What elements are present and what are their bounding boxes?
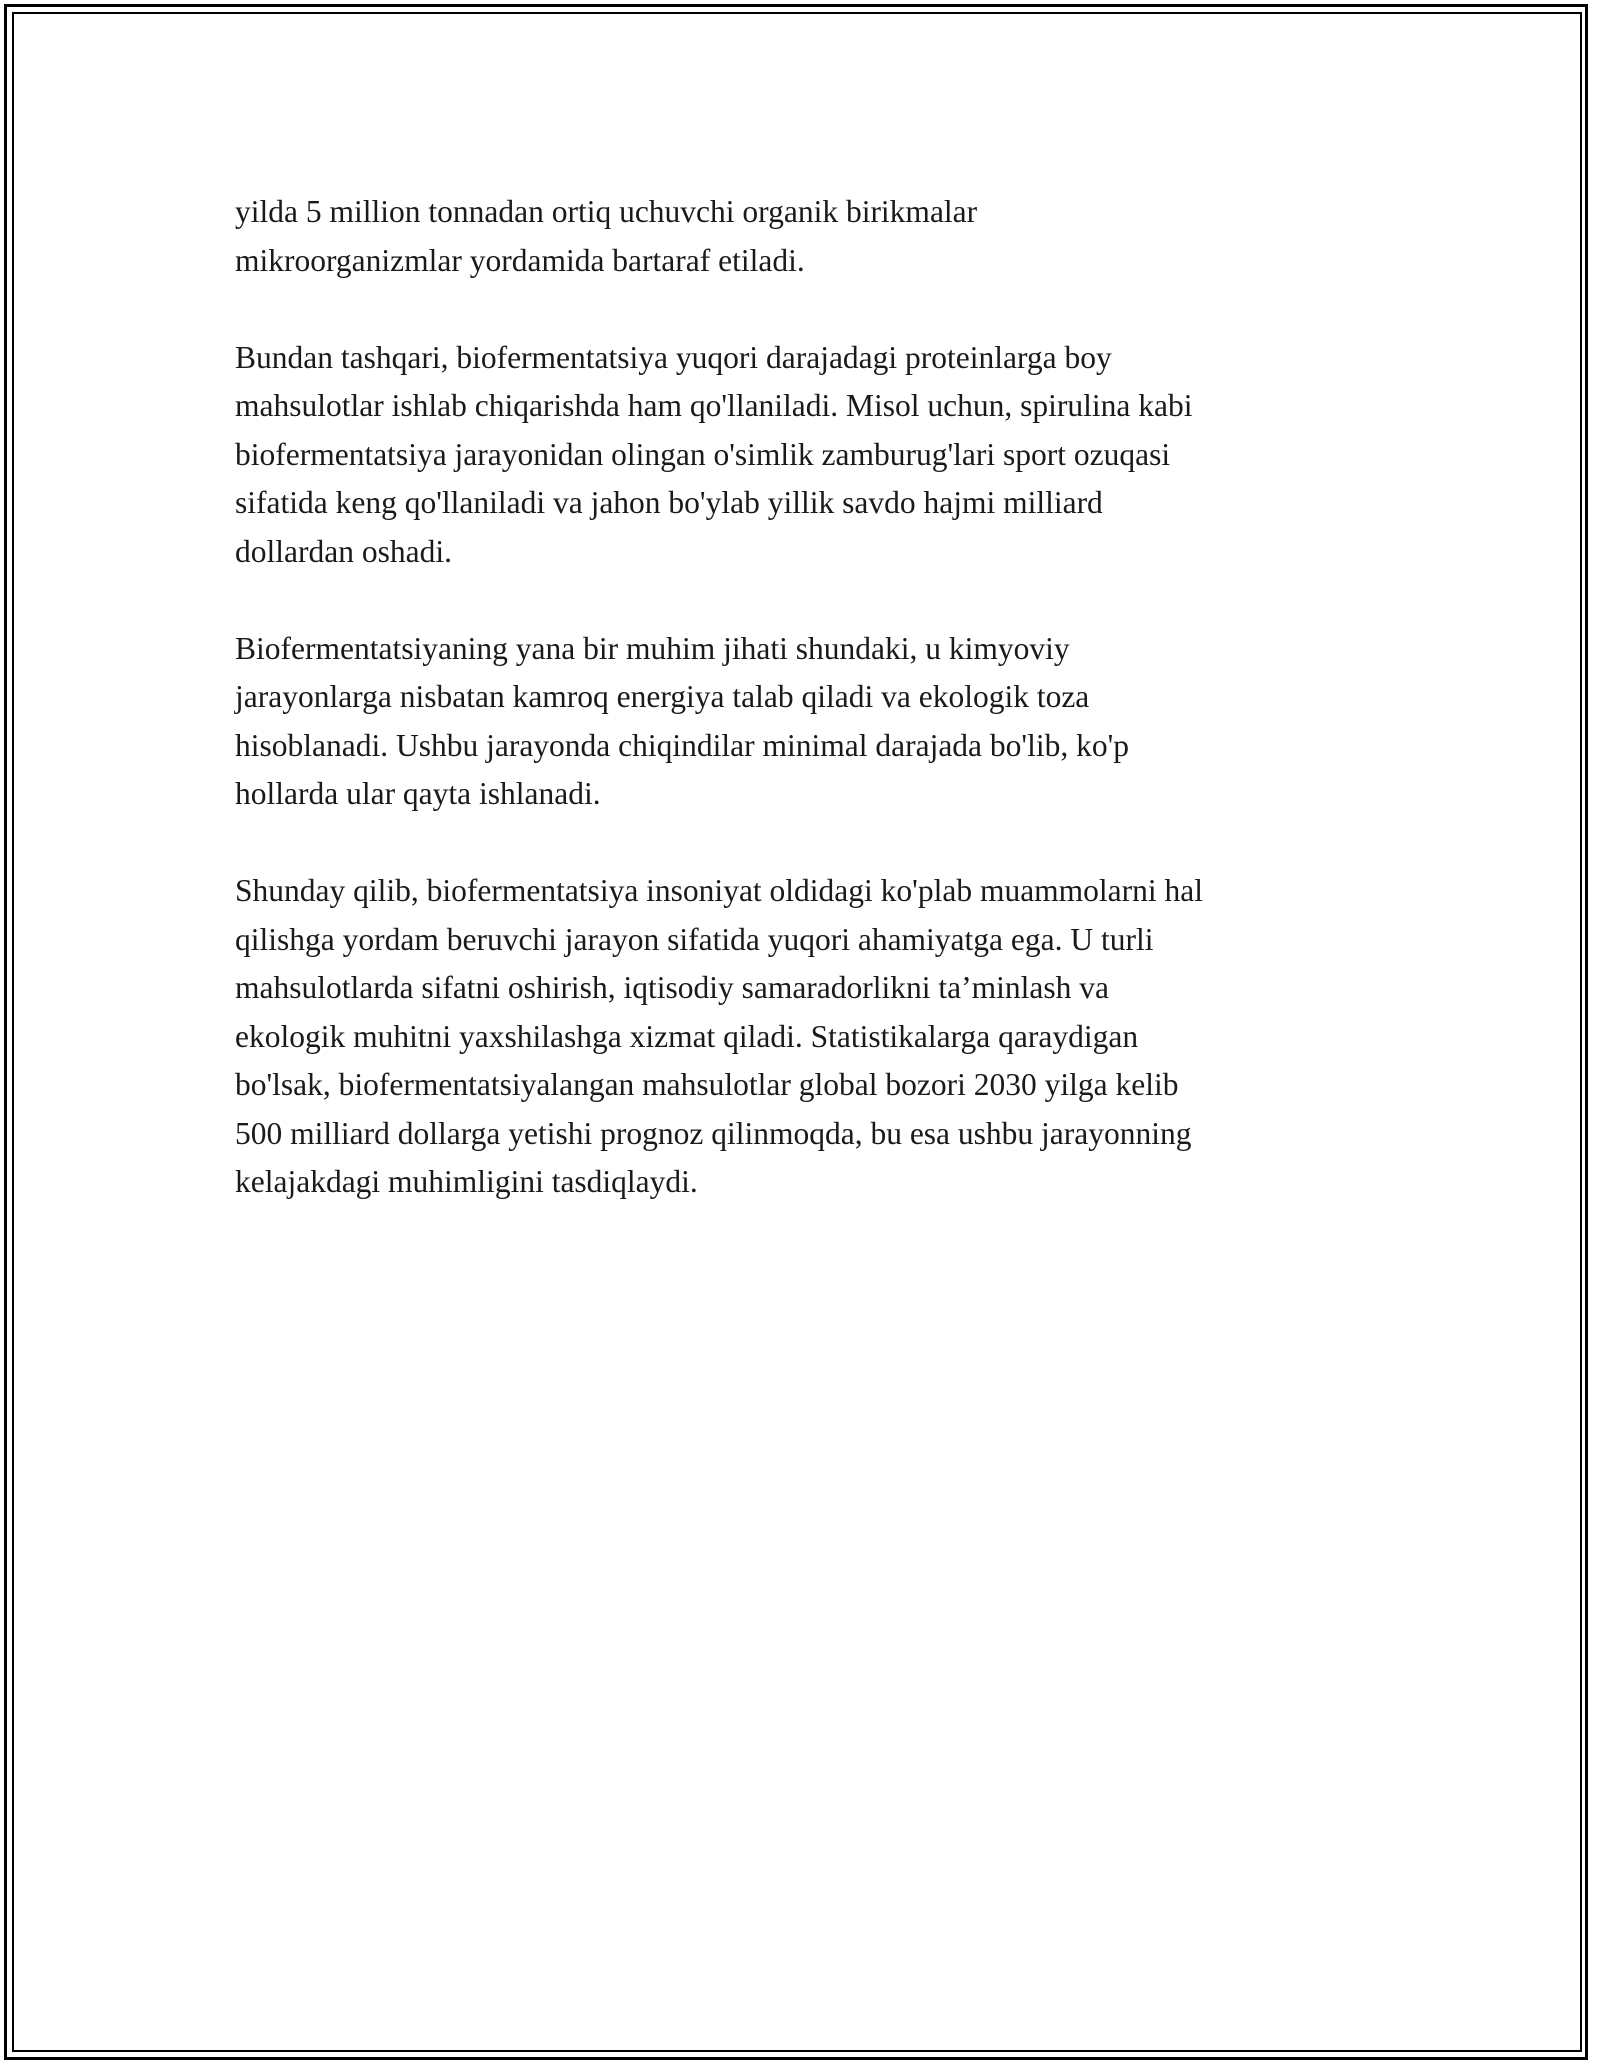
paragraph-4: Shunday qilib, biofermentatsiya insoniyat oldidagi ko'plab muammolarni hal qilishga yordam beruvchi jarayon sifatida yuqori ahamiyatga ega. U turli mahsulotlarda sifatni oshirish, iqtisodiy samaradorlikni ta’minlash va ekologik muhitni yaxshilashga xizmat qiladi. Statistikalarga qaraydigan bo'lsak, biofermentatsiyalangan mahsulotlar global bozori 2030 yilga kelib 500 milliard dollarga yetishi prognoz qilinmoqda, bu esa ushbu jarayonning kelajakdagi muhimligini tasdiqlaydi.: [235, 873, 1204, 1199]
paragraph-3: Biofermentatsiyaning yana bir muhim jihati shundaki, u kimyoviy jarayonlarga nisbatan kamroq energiya talab qiladi va ekologik toza hisoblanadi. Ushbu jarayonda chiqindilar minimal darajada bo'lib, ko'p hollarda ular qayta ishlanadi.: [235, 630, 1130, 811]
paragraph-1: yilda 5 million tonnadan ortiq uchuvchi organik birikmalar mikroorganizmlar yordamida bartaraf etiladi.: [235, 194, 978, 278]
document-body: [235, 188, 1385, 1255]
paragraph-2: Bundan tashqari, biofermentatsiya yuqori darajadagi proteinlarga boy mahsulotlar ishlab chiqarishda ham qo'llaniladi. Misol uchun, spirulina kabi biofermentatsiya jarayonidan olingan o'simlik zamburug'lari sport ozuqasi sifatida keng qo'llaniladi va jahon bo'ylab yillik savdo hajmi milliard dollardan oshadi.: [235, 339, 1193, 569]
